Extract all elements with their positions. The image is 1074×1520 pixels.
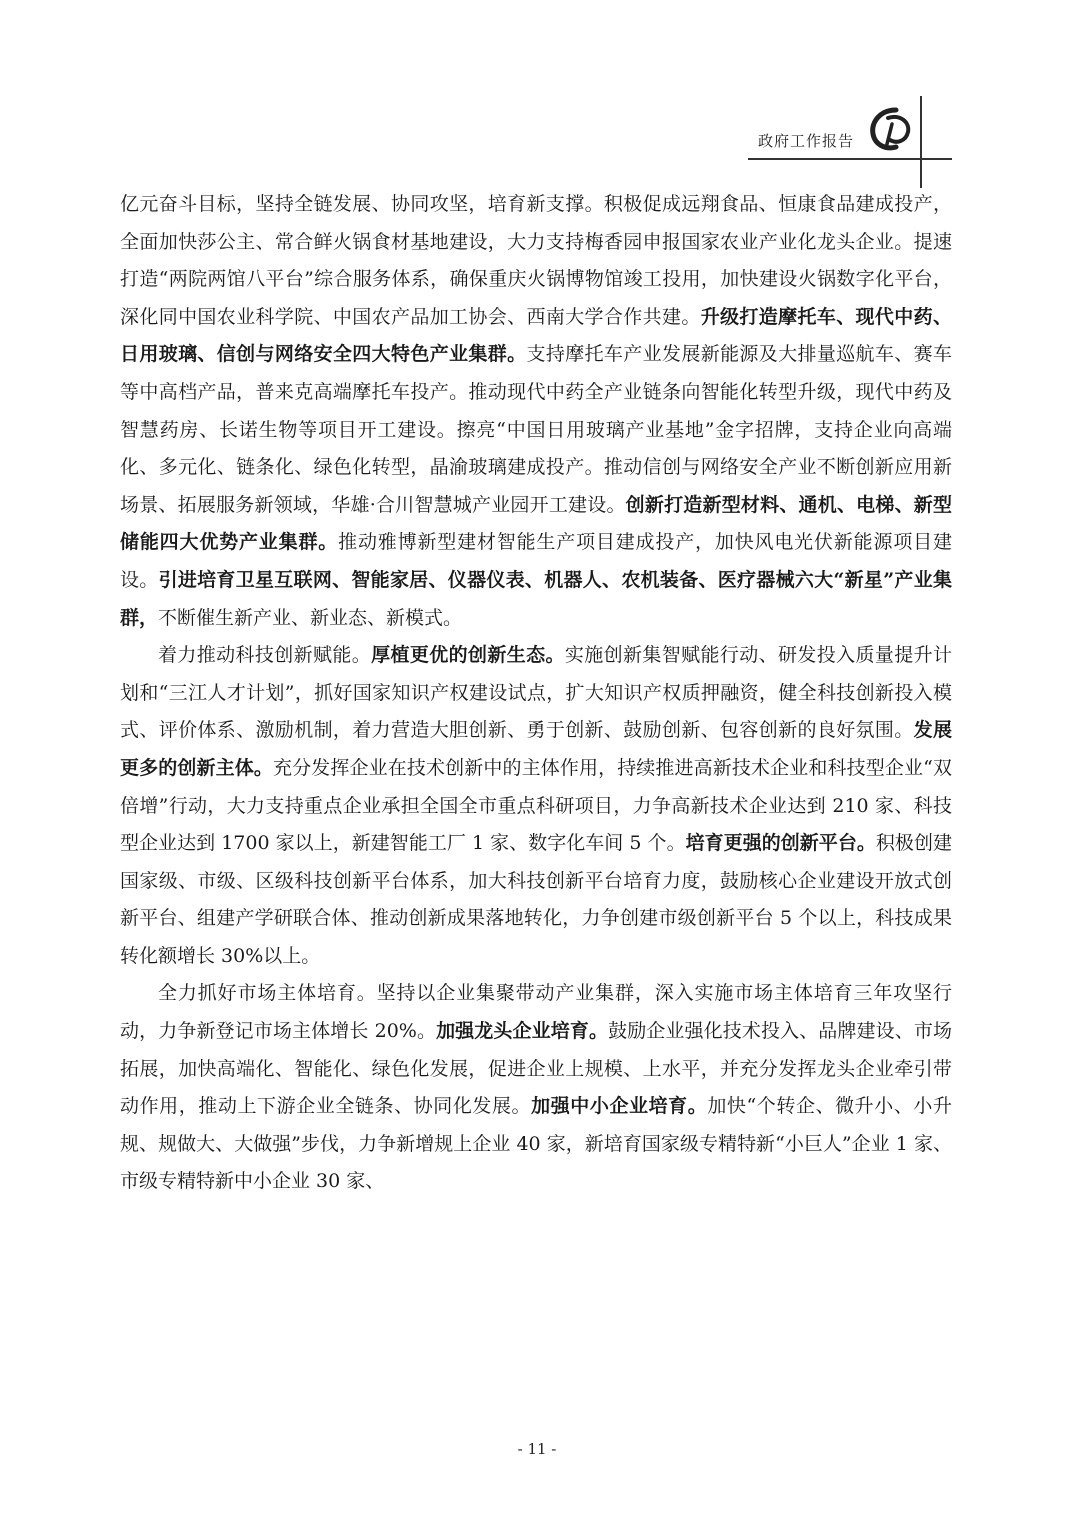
report-logo-icon: [866, 104, 916, 154]
report-body: [120, 186, 952, 1201]
bold-heading-text: 加强龙头企业培育。: [436, 1020, 609, 1043]
bold-heading-text: 厚植更优的创新生态。: [371, 644, 565, 667]
paragraph: [120, 975, 952, 1201]
body-text-segment: 着力推动科技创新赋能。: [158, 644, 372, 667]
body-text-segment: 加快“个转企、微升小、小升规、规做大、大做强”步伐，力争新增规上企业 40 家，新培育国家级专精特新“小巨人”企业 1 家、市级专精特新中小企业 30 家、: [120, 1095, 952, 1193]
bold-heading-text: 创新打造新型材料、通机、电梯、新型储能四大优势产业集群。: [120, 493, 952, 554]
body-text-segment: 积极创建国家级、市级、区级科技创新平台体系，加大科技创新平台培育力度，鼓励核心企业建设开放式创新平台、组建产学研联合体、推动创新成果落地转化，力争创建市级创新平台 5 个以上，科技成果转化额增长 30%以上。: [120, 832, 952, 967]
page-number: - 11 -: [517, 1440, 557, 1458]
header-vertical-divider: [920, 96, 922, 188]
body-text-segment: 全力抓好市场主体培育。坚持以企业集聚带动产业集群，深入实施市场主体培育三年攻坚行动，力争新登记市场主体增长 20%。: [120, 982, 952, 1043]
bold-heading-text: 升级打造摩托车、现代中药、日用玻璃、信创与网络安全四大特色产业集群。: [120, 305, 952, 366]
body-text-segment: 支持摩托车产业发展新能源及大排量巡航车、赛车等中高档产品，普来克高端摩托车投产。推动现代中药全产业链条向智能化转型升级，现代中药及智慧药房、长诺生物等项目开工建设。擦亮“中国日用玻璃产业基地”金字招牌，支持企业向高端化、多元化、链条化、绿色化转型，晶渝玻璃建成投产。推动信创与网络安全产业不断创新应用新场景、拓展服务新领域，华雄·合川智慧城产业园开工建设。: [120, 343, 952, 516]
header-title: 政府工作报告: [758, 132, 855, 150]
body-text-segment: 推动雅博新型建材智能生产项目建成投产，加快风电光伏新能源项目建设。: [120, 531, 952, 591]
paragraph: [120, 637, 952, 975]
body-text-segment: 实施创新集智赋能行动、研发投入质量提升计划和“三江人才计划”，抓好国家知识产权建设试点，扩大知识产权质押融资，健全科技创新投入模式、评价体系、激励机制，着力营造大胆创新、勇于创新、鼓励创新、包容创新的良好氛围。: [120, 644, 952, 742]
bold-heading-text: 加强中小企业培育。: [531, 1095, 708, 1118]
body-text-segment: 鼓励企业强化技术投入、品牌建设、市场拓展，加快高端化、智能化、绿色化发展，促进企业上规模、上水平，并充分发挥龙头企业牵引带动作用，推动上下游企业全链条、协同化发展。: [120, 1020, 952, 1118]
bold-heading-text: 培育更强的创新平台。: [685, 832, 876, 855]
paragraph: [120, 186, 952, 637]
bold-heading-text: 发展更多的创新主体。: [120, 719, 952, 779]
page-header: [0, 0, 1074, 200]
body-text-segment: 不断催生新产业、新业态、新模式。: [158, 606, 463, 629]
body-text-segment: 充分发挥企业在技术创新中的主体作用，持续推进高新技术企业和科技型企业“双倍增”行动，大力支持重点企业承担全国全市重点科研项目，力争高新技术企业达到 210 家、科技型企业达到 1700 家以上，新建智能工厂 1 家、数字化车间 5 个。: [120, 756, 952, 855]
bold-heading-text: 引进培育卫星互联网、智能家居、仪器仪表、机器人、农机装备、医疗器械六大“新星”产业集群，: [120, 568, 952, 629]
body-text-segment: 亿元奋斗目标，坚持全链发展、协同攻坚，培育新支撑。积极促成远翔食品、恒康食品建成投产，全面加快莎公主、常合鲜火锅食材基地建设，大力支持梅香园申报国家农业产业化龙头企业。提速打造“两院两馆八平台”综合服务体系，确保重庆火锅博物馆竣工投用，加快建设火锅数字化平台，深化同中国农业科学院、中国农产品加工协会、西南大学合作共建。: [120, 193, 952, 328]
